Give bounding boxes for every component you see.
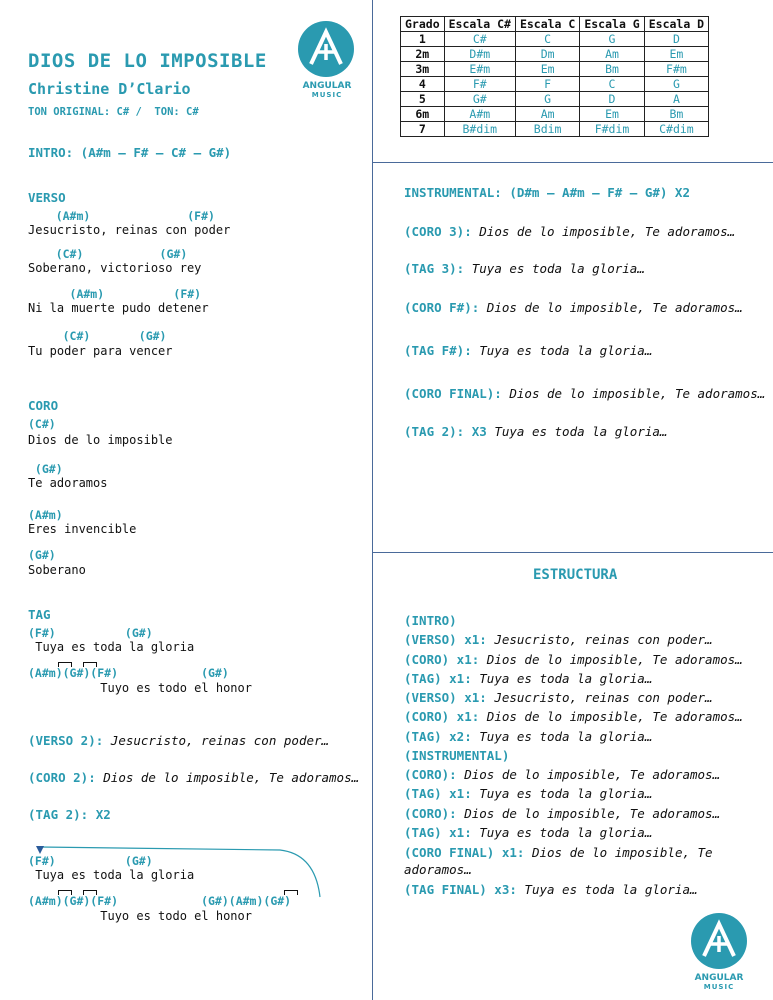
right-item (404, 224, 735, 239)
estructura-item (404, 671, 652, 686)
estructura-title: ESTRUCTURA (533, 567, 618, 583)
verso2-label: (VERSO 2): (28, 733, 104, 748)
table-cell: Dm (515, 47, 579, 62)
instrumental-line: INSTRUMENTAL: (D#m – A#m – F# – G#) X2 (404, 185, 690, 200)
table-row (401, 92, 709, 107)
tag-chords-2: (A#m)(G#)(F#) (G#) (28, 666, 229, 680)
table-row (401, 122, 709, 137)
estructura-item (404, 690, 713, 705)
estructura-item-label: (TAG FINAL) x3: (404, 882, 517, 897)
estructura-item (404, 652, 743, 667)
table-row (401, 32, 709, 47)
estructura-item-label: (CORO) x1: (404, 709, 480, 724)
right-item-label: (CORO FINAL): (404, 386, 502, 401)
estructura-item (404, 825, 652, 840)
estructura-item (404, 806, 720, 821)
estructura-item-label: (CORO): (404, 806, 457, 821)
table-cell: A#m (444, 107, 515, 122)
estructura-item-text: Tuya es toda la gloria… (479, 671, 653, 686)
table-cell-grado: 5 (401, 92, 445, 107)
logo-brand-line1: ANGULAR (694, 973, 744, 983)
estructura-item-text: Tuya es toda la gloria… (479, 786, 653, 801)
coro2-text: Dios de lo imposible, Te adoramos… (103, 770, 360, 785)
table-cell: D#m (444, 47, 515, 62)
right-item-label: (TAG 2): X3 (404, 424, 487, 439)
right-item-text: Tuya es toda la gloria… (494, 424, 668, 439)
table-cell: Bm (580, 62, 644, 77)
table-cell: Am (580, 47, 644, 62)
table-cell: C (515, 32, 579, 47)
intro-line: INTRO: (A#m – F# – C# – G#) (28, 145, 232, 160)
estructura-item-text: Dios de lo imposible, Te (531, 845, 713, 860)
scale-table (400, 16, 709, 137)
table-row (401, 77, 709, 92)
tag-lyric-2: Tuyo es todo el honor (28, 681, 252, 695)
estructura-item (404, 767, 720, 782)
angular-music-logo-icon (690, 912, 748, 970)
column-divider (372, 0, 373, 1000)
verso-lyric-3: Ni la muerte pudo detener (28, 301, 209, 315)
right-item-label: (CORO 3): (404, 224, 472, 239)
tag-chords-1: (F#) (G#) (28, 626, 153, 640)
estructura-item-label: (CORO): (404, 767, 457, 782)
table-row (401, 107, 709, 122)
coro-chords-4: (G#) (28, 548, 56, 562)
right-item-text: Dios de lo imposible, Te adoramos… (486, 300, 743, 315)
table-cell-grado: 3m (401, 62, 445, 77)
tag2-lyric-1: Tuya es toda la gloria (28, 868, 195, 882)
table-header-row (401, 17, 709, 32)
coro-chords-1: (C#) (28, 417, 56, 431)
estructura-item-text: Dios de lo imposible, Te adoramos… (464, 806, 721, 821)
estructura-item-label: (TAG) x2: (404, 729, 472, 744)
coro2-label: (CORO 2): (28, 770, 96, 785)
estructura-item (404, 786, 652, 801)
table-cell-grado: 1 (401, 32, 445, 47)
table-cell: A (644, 92, 708, 107)
verso-label: VERSO (28, 190, 66, 205)
table-cell: G (580, 32, 644, 47)
coro-chords-2: (G#) (28, 462, 63, 476)
right-item-text: Tuya es toda la gloria… (479, 343, 653, 358)
coro-chords-3: (A#m) (28, 508, 63, 522)
right-item-label: (TAG 3): (404, 261, 465, 276)
verso-lyric-2: Soberano, victorioso rey (28, 261, 202, 275)
tag2-chords-2: (A#m)(G#)(F#) (G#)(A#m)(G#) (28, 894, 292, 908)
table-cell: D (644, 32, 708, 47)
tag2-chords-1: (F#) (G#) (28, 854, 153, 868)
estructura-item (404, 882, 698, 897)
table-cell: Bm (644, 107, 708, 122)
angular-music-logo-bottom (690, 912, 748, 992)
estructura-item-label: (TAG) x1: (404, 825, 472, 840)
verso-lyric-1: Jesucristo, reinas con poder (28, 223, 231, 237)
coro-lyric-4: Soberano (28, 563, 86, 577)
estructura-item-label: (CORO FINAL) x1: (404, 845, 525, 860)
table-cell: Bdim (515, 122, 579, 137)
table-cell: Em (580, 107, 644, 122)
verso-chords-4: (C#) (G#) (28, 329, 167, 343)
estructura-item-text: Tuya es toda la gloria… (479, 729, 653, 744)
coro-lyric-3: Eres invencible (28, 522, 137, 536)
right-item (404, 343, 652, 358)
table-header: Escala G (580, 17, 644, 32)
table-cell: C# (444, 32, 515, 47)
estructura-item-label: (INTRO) (404, 613, 457, 628)
right-item-text: Dios de lo imposible, Te adoramos… (479, 224, 736, 239)
table-cell: E#m (444, 62, 515, 77)
table-cell: G (515, 92, 579, 107)
right-item (404, 261, 645, 276)
table-cell-grado: 6m (401, 107, 445, 122)
table-header: Escala D (644, 17, 708, 32)
table-cell: B#dim (444, 122, 515, 137)
table-cell-grado: 4 (401, 77, 445, 92)
table-cell: D (580, 92, 644, 107)
estructura-item-text: Tuya es toda la gloria… (524, 882, 698, 897)
right-item-label: (CORO F#): (404, 300, 480, 315)
coro2-line (28, 770, 359, 785)
table-cell: C (580, 77, 644, 92)
table-row (401, 47, 709, 62)
logo-brand-line2: MUSIC (311, 91, 343, 99)
estructura-item-label: (INSTRUMENTAL) (404, 748, 510, 763)
table-cell: Em (515, 62, 579, 77)
verso2-line (28, 733, 329, 748)
ton-line: TON ORIGINAL: C# / TON: C# (28, 106, 199, 118)
table-cell: Em (644, 47, 708, 62)
estructura-item-text: adoramos… (404, 862, 472, 877)
tag2-lyric-2: Tuyo es todo el honor (28, 909, 252, 923)
tag-label: TAG (28, 607, 51, 622)
estructura-item-text: Dios de lo imposible, Te adoramos… (486, 709, 743, 724)
estructura-item-label: (VERSO) x1: (404, 632, 487, 647)
table-cell: G (644, 77, 708, 92)
table-cell: F#m (644, 62, 708, 77)
right-item (404, 424, 667, 439)
estructura-item (404, 748, 509, 763)
estructura-item (404, 729, 652, 744)
right-item (404, 386, 765, 401)
verso-lyric-4: Tu poder para vencer (28, 344, 173, 358)
tag-lyric-1: Tuya es toda la gloria (28, 640, 195, 654)
coro-lyric-1: Dios de lo imposible (28, 433, 173, 447)
estructura-item-text: Tuya es toda la gloria… (479, 825, 653, 840)
table-cell: F#dim (580, 122, 644, 137)
estructura-item-label: (TAG) x1: (404, 671, 472, 686)
right-item-label: (TAG F#): (404, 343, 472, 358)
estructura-item-text: Jesucristo, reinas con poder… (494, 632, 713, 647)
verso2-text: Jesucristo, reinas con poder… (110, 733, 330, 748)
table-header: Escala C (515, 17, 579, 32)
table-cell: F# (444, 77, 515, 92)
estructura-item (404, 613, 457, 628)
right-item (404, 300, 743, 315)
section-divider-middle (372, 552, 773, 553)
estructura-item-text: Jesucristo, reinas con poder… (494, 690, 713, 705)
verso-chords-3: (A#m) (F#) (28, 287, 202, 301)
verso-chords-2: (C#) (G#) (28, 247, 188, 261)
estructura-item (404, 632, 713, 647)
estructura-item (404, 845, 713, 860)
table-cell: Am (515, 107, 579, 122)
section-divider-top (372, 162, 773, 163)
estructura-item-label: (VERSO) x1: (404, 690, 487, 705)
table-row (401, 62, 709, 77)
estructura-item-label: (TAG) x1: (404, 786, 472, 801)
table-cell: G# (444, 92, 515, 107)
table-cell: C#dim (644, 122, 708, 137)
estructura-item-label: (CORO) x1: (404, 652, 480, 667)
logo-brand-line2: MUSIC (703, 983, 735, 991)
logo-brand-line1: ANGULAR (302, 81, 352, 91)
right-item-text: Tuya es toda la gloria… (471, 261, 645, 276)
right-item-text: Dios de lo imposible, Te adoramos… (509, 386, 766, 401)
verso-chords-1: (A#m) (F#) (28, 209, 215, 223)
table-cell: F (515, 77, 579, 92)
table-header: Escala C# (444, 17, 515, 32)
estructura-item (404, 862, 472, 877)
table-cell-grado: 7 (401, 122, 445, 137)
coro-lyric-2: Te adoramos (28, 476, 108, 490)
table-header: Grado (401, 17, 445, 32)
song-title: DIOS DE LO IMPOSIBLE (28, 50, 267, 72)
estructura-item-text: Dios de lo imposible, Te adoramos… (486, 652, 743, 667)
estructura-item-text: Dios de lo imposible, Te adoramos… (464, 767, 721, 782)
coro-label: CORO (28, 398, 59, 413)
table-cell-grado: 2m (401, 47, 445, 62)
estructura-item (404, 709, 743, 724)
angular-music-logo (297, 20, 357, 100)
tag2-label: (TAG 2): X2 (28, 807, 111, 822)
artist-name: Christine D’Clario (28, 80, 191, 98)
angular-music-logo-icon (297, 20, 355, 78)
